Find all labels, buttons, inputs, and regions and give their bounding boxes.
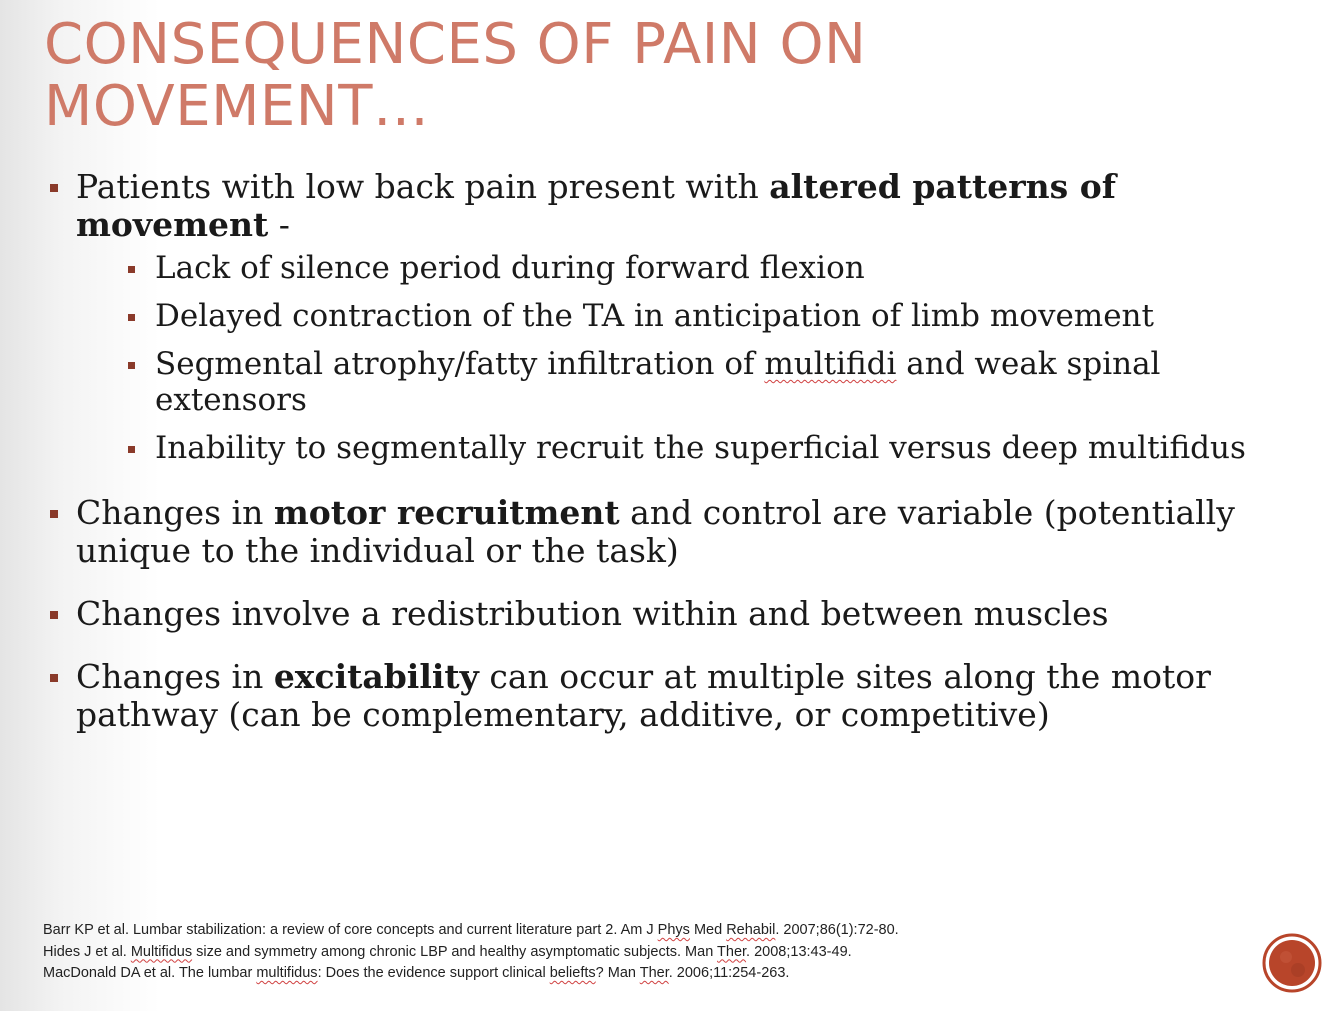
bullet-marker-icon (128, 446, 135, 453)
bullet-list (48, 168, 1288, 734)
sub-bullet-text: and weak spinal extensors (155, 346, 1161, 418)
bullet-text: Patients with low back pain present with (76, 167, 770, 206)
reference-line (43, 942, 1223, 964)
bullet-item (48, 595, 1288, 633)
bullet-item (48, 658, 1288, 734)
spellcheck-word: multifidi (764, 346, 897, 382)
sub-bullet-item (48, 298, 1288, 334)
spellcheck-word: Ther (717, 943, 747, 960)
bullet-marker-icon (128, 314, 135, 321)
reference-text: Hides J et al. (43, 943, 131, 960)
bullet-text: Changes involve a redistribution within and between muscles (76, 594, 1109, 633)
bullet-text: Changes in (76, 657, 274, 696)
reference-text: . 2008;13:43-49. (746, 943, 852, 960)
spellcheck-word: Multifidus (130, 943, 193, 960)
bullet-bold-text: excitability (273, 657, 479, 696)
reference-text: . 2007;86(1):72-80. (775, 922, 899, 938)
sub-bullet-text: Delayed contraction of the TA in anticipation of limb movement (155, 298, 1154, 334)
sub-bullet-text: Segmental atrophy/fatty infiltration of (155, 346, 765, 382)
reference-line (43, 920, 1223, 942)
bullet-bold-text: motor recruitment (273, 493, 620, 532)
bullet-text: Changes in (76, 493, 274, 532)
bullet-marker-icon (128, 266, 135, 273)
bullet-text: can occur at multiple sites along the motor pathway (can be complementary, additive, or competitive) (76, 657, 1211, 734)
reference-text: Barr KP et al. Lumbar stabilization: a review of core concepts and current literature part 2. Am J (43, 922, 658, 938)
sub-bullet-text: Lack of silence period during forward flexion (155, 250, 865, 286)
spellcheck-word: Phys (657, 922, 690, 938)
bullet-bold-text: altered patterns of movement (76, 167, 1116, 244)
sub-bullet-text: Inability to segmentally recruit the superficial versus deep multifidus (155, 430, 1246, 466)
bullet-text: - (268, 205, 290, 244)
reference-line (43, 963, 1223, 985)
reference-text: . 2006;11:254-263. (668, 965, 790, 981)
reference-text: size and symmetry among chronic LBP and healthy asymptomatic subjects. Man (192, 943, 718, 960)
slide-title: CONSEQUENCES OF PAIN ON MOVEMENT… (44, 12, 867, 139)
bullet-marker-icon (128, 362, 135, 369)
sub-bullet-item (48, 346, 1288, 418)
bullet-marker-icon (50, 674, 58, 682)
circle-logo-icon (1262, 933, 1322, 993)
bullet-marker-icon (50, 611, 58, 619)
reference-text: : Does the evidence support clinical (317, 965, 550, 981)
reference-text: Med (689, 922, 727, 938)
sub-bullet-item (48, 430, 1288, 466)
bullet-marker-icon (50, 184, 58, 192)
spellcheck-word: Ther (639, 965, 669, 981)
bullet-item (48, 494, 1288, 570)
spellcheck-word: multifidus (256, 965, 318, 981)
reference-text: ? Man (595, 965, 640, 981)
bullet-item (48, 168, 1288, 244)
spellcheck-word: Rehabil (726, 922, 776, 938)
references (43, 920, 1223, 985)
reference-text: MacDonald DA et al. The lumbar (43, 965, 257, 981)
bullet-marker-icon (50, 510, 58, 518)
spellcheck-word: beliefts (549, 965, 596, 981)
sub-bullet-item (48, 250, 1288, 286)
bullet-text: and control are variable (potentially unique to the individual or the task) (76, 493, 1235, 570)
